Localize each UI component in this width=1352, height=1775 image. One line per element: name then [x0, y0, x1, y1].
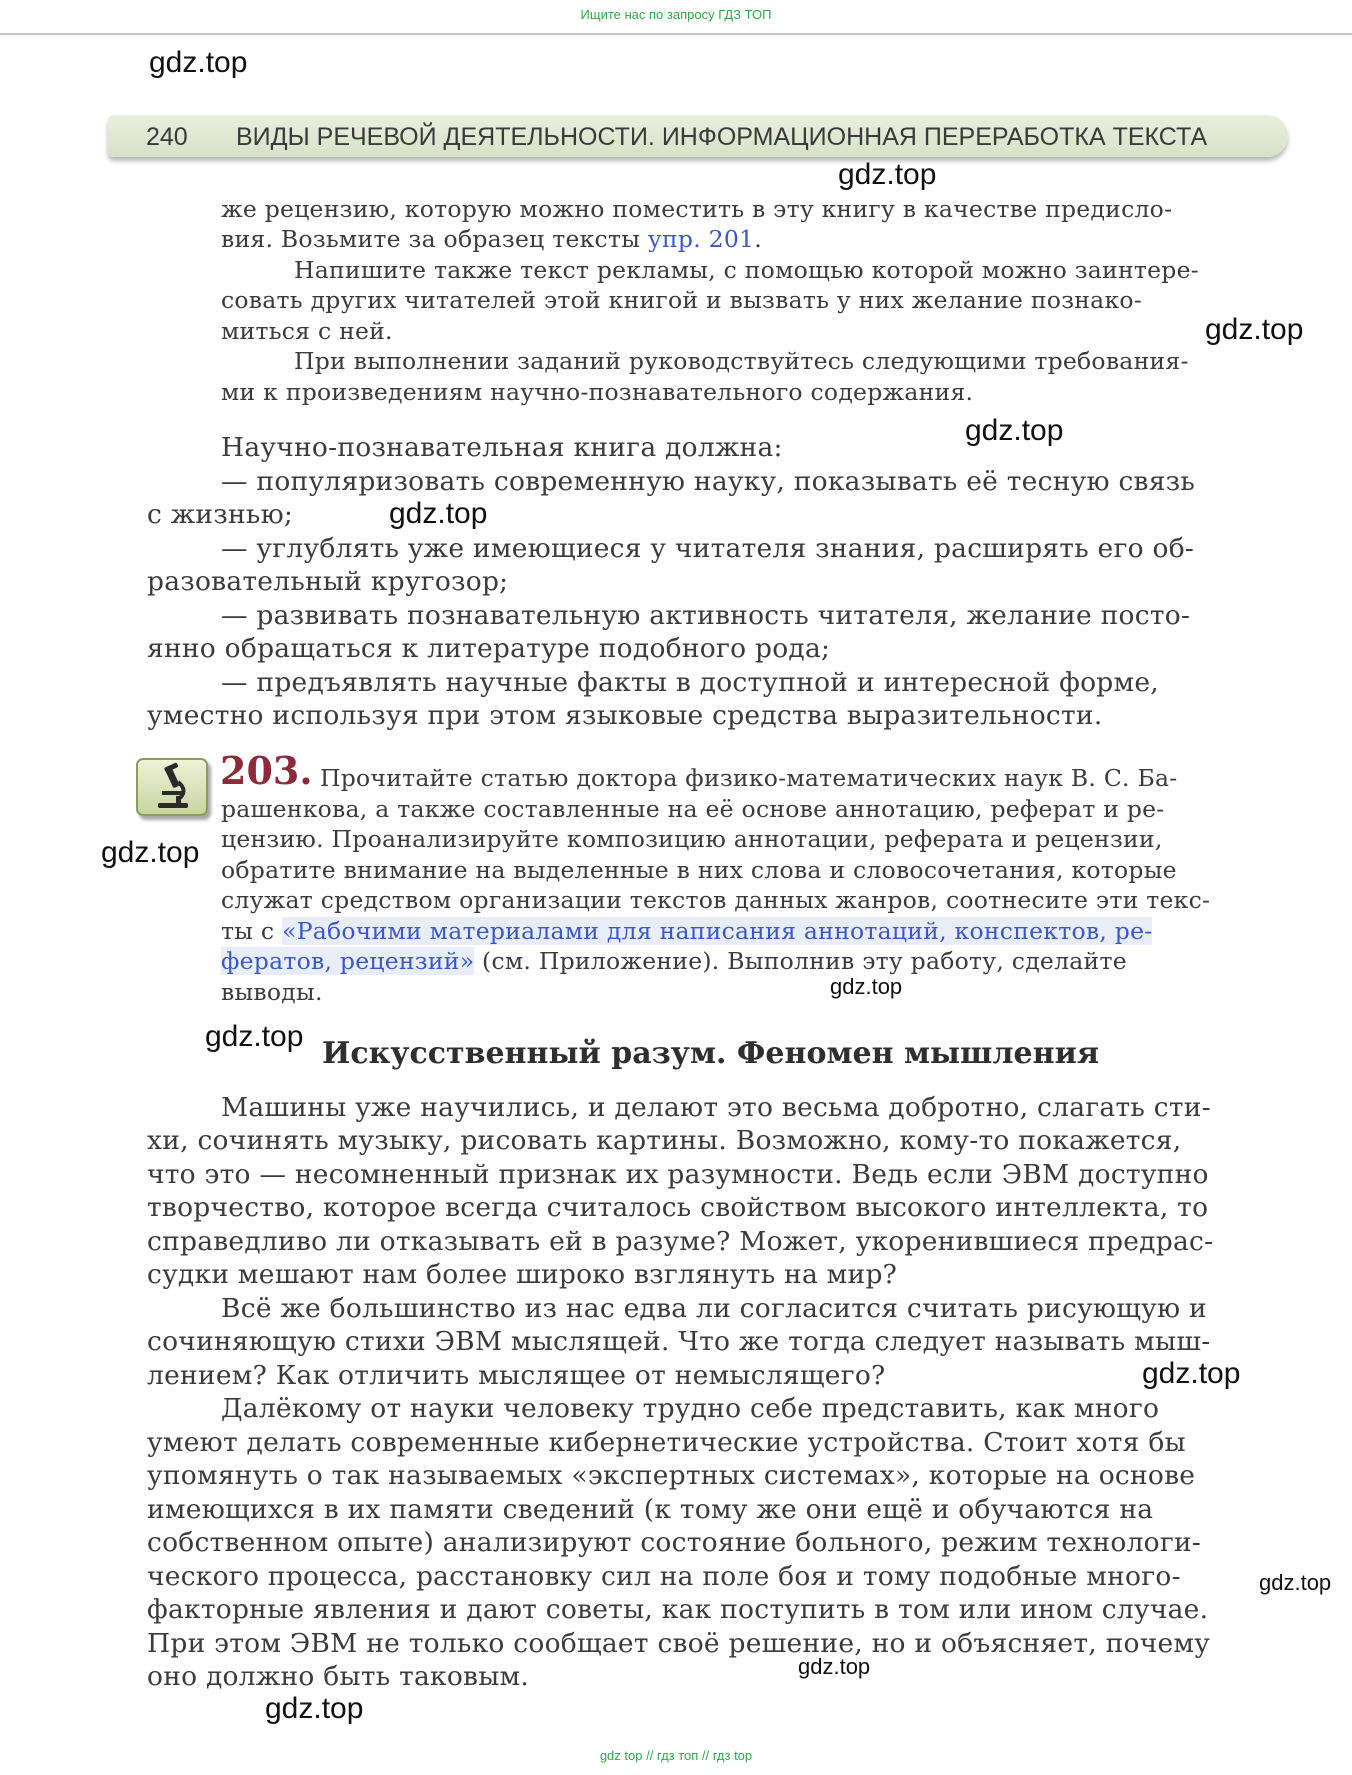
article-line: оно должно быть таковым.: [147, 1661, 530, 1692]
article-line: упомянуть о так называемых «экспертных системах», которые на основе: [147, 1460, 1196, 1491]
task-line: фератов, рецензий» (см. Приложение). Выполнив эту работу, сделайте: [221, 947, 1127, 975]
article-line: собственном опыте) анализируют состояние больного, режим технологи-: [147, 1527, 1202, 1558]
watermark: gdz.top: [965, 414, 1064, 447]
article-line: судки мешают нам более широко взглянуть на мир?: [147, 1259, 898, 1290]
watermark: gdz.top: [1259, 1570, 1332, 1595]
top-banner-text: Ищите нас по запросу ГДЗ ТОП: [580, 7, 772, 22]
requirement-line: янно обращаться к литературе подобного рода;: [147, 633, 831, 664]
watermark: gdz.top: [1205, 313, 1304, 346]
watermark: gdz.top: [798, 1654, 871, 1679]
article-line: При этом ЭВМ не только сообщает своё решение, но и объясняет, почему: [147, 1628, 1211, 1659]
requirement-line: — развивать познавательную активность читателя, желание посто-: [221, 600, 1191, 631]
task-line: Прочитайте статью доктора физико-математических наук В. С. Ба-: [320, 764, 1178, 792]
watermark: gdz.top: [265, 1692, 364, 1725]
intro-line: миться с ней.: [221, 317, 393, 345]
intro-line: ми к произведениям научно-познавательного содержания.: [221, 378, 974, 406]
top-banner: [0, 0, 1352, 35]
task-line: ты с «Рабочими материалами для написания аннотаций, конспектов, ре-: [221, 917, 1153, 945]
watermark: gdz.top: [101, 836, 200, 869]
article-line: творчество, которое всегда считалось свойством высокого интеллекта, то: [147, 1192, 1209, 1223]
task-line: рашенкова, а также составленные на её основе аннотацию, реферат и ре-: [221, 795, 1165, 823]
requirement-line: уместно используя при этом языковые средства выразительности.: [147, 700, 1103, 731]
microscope-icon: [136, 758, 208, 816]
requirement-line: — углублять уже имеющиеся у читателя знания, расширять его об-: [221, 533, 1195, 564]
watermark: gdz.top: [1142, 1357, 1241, 1390]
article-line: сочиняющую стихи ЭВМ мыслящей. Что же тогда следует называть мыш-: [147, 1326, 1211, 1357]
article-line: имеющихся в их памяти сведений (к тому же они ещё и обучаются на: [147, 1494, 1154, 1525]
exercise-link[interactable]: упр. 201: [647, 225, 755, 253]
task-number: 203.: [220, 748, 313, 793]
requirement-line: — предъявлять научные факты в доступной и интересной форме,: [221, 667, 1159, 698]
intro-line: вия. Возьмите за образец тексты упр. 201.: [221, 225, 762, 253]
watermark: gdz.top: [830, 974, 903, 999]
intro-line: же рецензию, которую можно поместить в эту книгу в качестве предисло-: [221, 195, 1173, 223]
task-line: обратите внимание на выделенные в них слова и словосочетания, которые: [221, 856, 1177, 884]
requirement-line: — популяризовать современную науку, показывать её тесную связь: [221, 466, 1196, 497]
article-line: Машины уже научились, и делают это весьма добротно, слагать сти-: [221, 1092, 1211, 1123]
intro-line: Напишите также текст рекламы, с помощью которой можно заинтере-: [294, 256, 1199, 284]
watermark: gdz.top: [149, 46, 248, 79]
appendix-link[interactable]: фератов, рецензий»: [221, 947, 475, 975]
requirement-line: разовательный кругозор;: [147, 566, 509, 597]
watermark: gdz.top: [205, 1020, 304, 1053]
article-title: Искусственный разум. Феномен мышления: [322, 1036, 1099, 1071]
article-line: хи, сочинять музыку, рисовать картины. Возможно, кому-то покажется,: [147, 1125, 1182, 1156]
article-line: ческого процесса, расстановку сил на поле боя и тому подобные много-: [147, 1561, 1181, 1592]
requirements-heading: Научно-познавательная книга должна:: [221, 432, 783, 463]
article-line: умеют делать современные кибернетические устройства. Стоит хотя бы: [147, 1427, 1186, 1458]
article-line: что это — несомненный признак их разумности. Ведь если ЭВМ доступно: [147, 1159, 1209, 1190]
task-line: цензию. Проанализируйте композицию аннотации, реферата и рецензии,: [221, 825, 1163, 853]
article-line: Далёкому от науки человеку трудно себе представить, как много: [221, 1393, 1160, 1424]
watermark: gdz.top: [838, 158, 937, 191]
article-line: Всё же большинство из нас едва ли согласится считать рисующую и: [221, 1293, 1207, 1324]
article-line: факторные явления и дают советы, как поступить в том или ином случае.: [147, 1594, 1209, 1625]
intro-line: При выполнении заданий руководствуйтесь следующими требования-: [294, 347, 1189, 375]
page-number: 240: [146, 123, 188, 151]
section-title: ВИДЫ РЕЧЕВОЙ ДЕЯТЕЛЬНОСТИ. ИНФОРМАЦИОННАЯ ПЕРЕРАБОТКА ТЕКСТА: [236, 123, 1208, 151]
article-line: лением? Как отличить мыслящее от немыслящего?: [147, 1360, 886, 1391]
intro-line: совать других читателей этой книгой и вызвать у них желание познако-: [221, 286, 1142, 314]
article-line: справедливо ли отказывать ей в разуме? Может, укоренившиеся предрас-: [147, 1226, 1214, 1257]
task-line: выводы.: [221, 978, 323, 1006]
watermark: gdz.top: [389, 497, 488, 530]
task-line: служат средством организации текстов данных жанров, соотнесите эти текс-: [221, 886, 1211, 914]
running-header: [108, 115, 1288, 157]
requirement-line: с жизнью;: [147, 499, 294, 530]
appendix-link[interactable]: «Рабочими материалами для написания аннотаций, конспектов, ре-: [282, 917, 1153, 945]
footer-links: gdz top // гдз топ // гдз top: [599, 1748, 753, 1763]
